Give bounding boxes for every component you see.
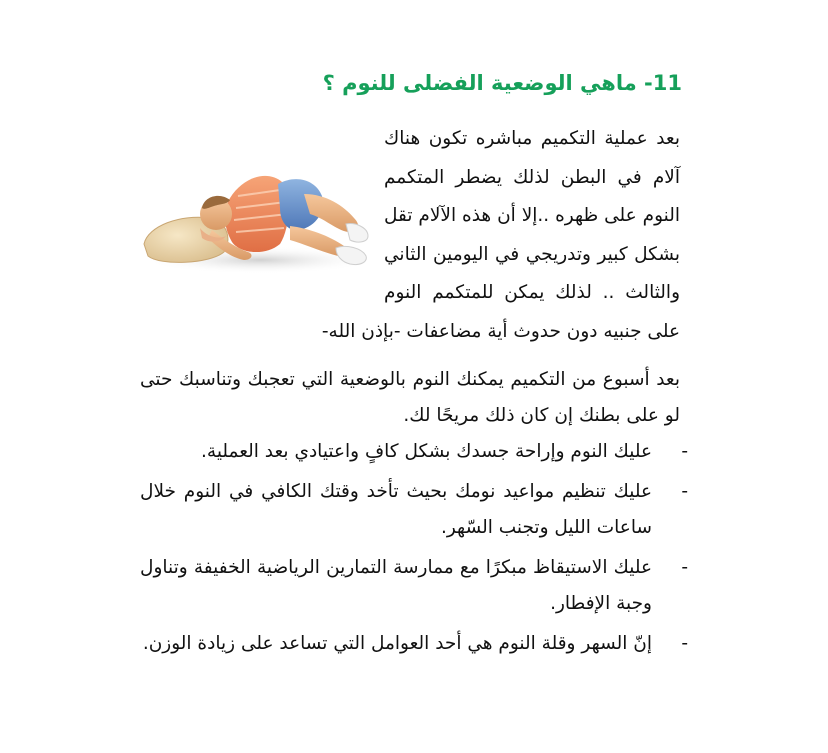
section-heading: 11- ماهي الوضعية الفضلى للنوم ؟ — [322, 71, 682, 95]
paragraph-sleep-after-surgery — [140, 120, 680, 351]
list-item-text: عليك تنظيم مواعيد نومك بحيث تأخد وقتك الكافي في النوم خلال ساعات الليل وتجنب السّهر. — [140, 481, 652, 538]
list-item-text: عليك النوم وإراحة جسدك بشكل كافٍ واعتيادي بعد العملية. — [201, 441, 652, 462]
paragraph1-text: بعد عملية التكميم مباشره تكون هناك آلام في البطن لذلك يضطر المتكمم النوم على ظهره ..إلا أن هذه الآلام تقل بشكل كبير وتدريجي في اليومين الثاني والثالث .. لذلك يمكن للمتكمم النوم على جنبيه دون حدوث أية مضاعفات -بإذن الله- — [321, 128, 680, 342]
bullet-marker: - — [681, 441, 688, 462]
list-item — [140, 626, 688, 662]
sleeping-person-illustration — [140, 156, 372, 276]
bullet-marker: - — [681, 633, 688, 654]
list-item — [140, 474, 688, 546]
bullet-marker: - — [681, 557, 688, 578]
bullet-marker: - — [681, 481, 688, 502]
list-item-text: إنّ السهر وقلة النوم هي أحد العوامل التي تساعد على زيادة الوزن. — [142, 633, 652, 654]
list-item-text: عليك الاستيقاظ مبكرًا مع ممارسة التمارين الرياضية الخفيفة وتناول وجبة الإفطار. — [140, 557, 652, 614]
list-item — [140, 434, 688, 470]
paragraph-after-one-week: بعد أسبوع من التكميم يمكنك النوم بالوضعية التي تعجبك وتناسبك حتى لو على بطنك إن كان ذلك مريحًا لك. — [140, 369, 680, 426]
list-item — [140, 550, 688, 622]
sleep-tips-list — [140, 434, 688, 666]
